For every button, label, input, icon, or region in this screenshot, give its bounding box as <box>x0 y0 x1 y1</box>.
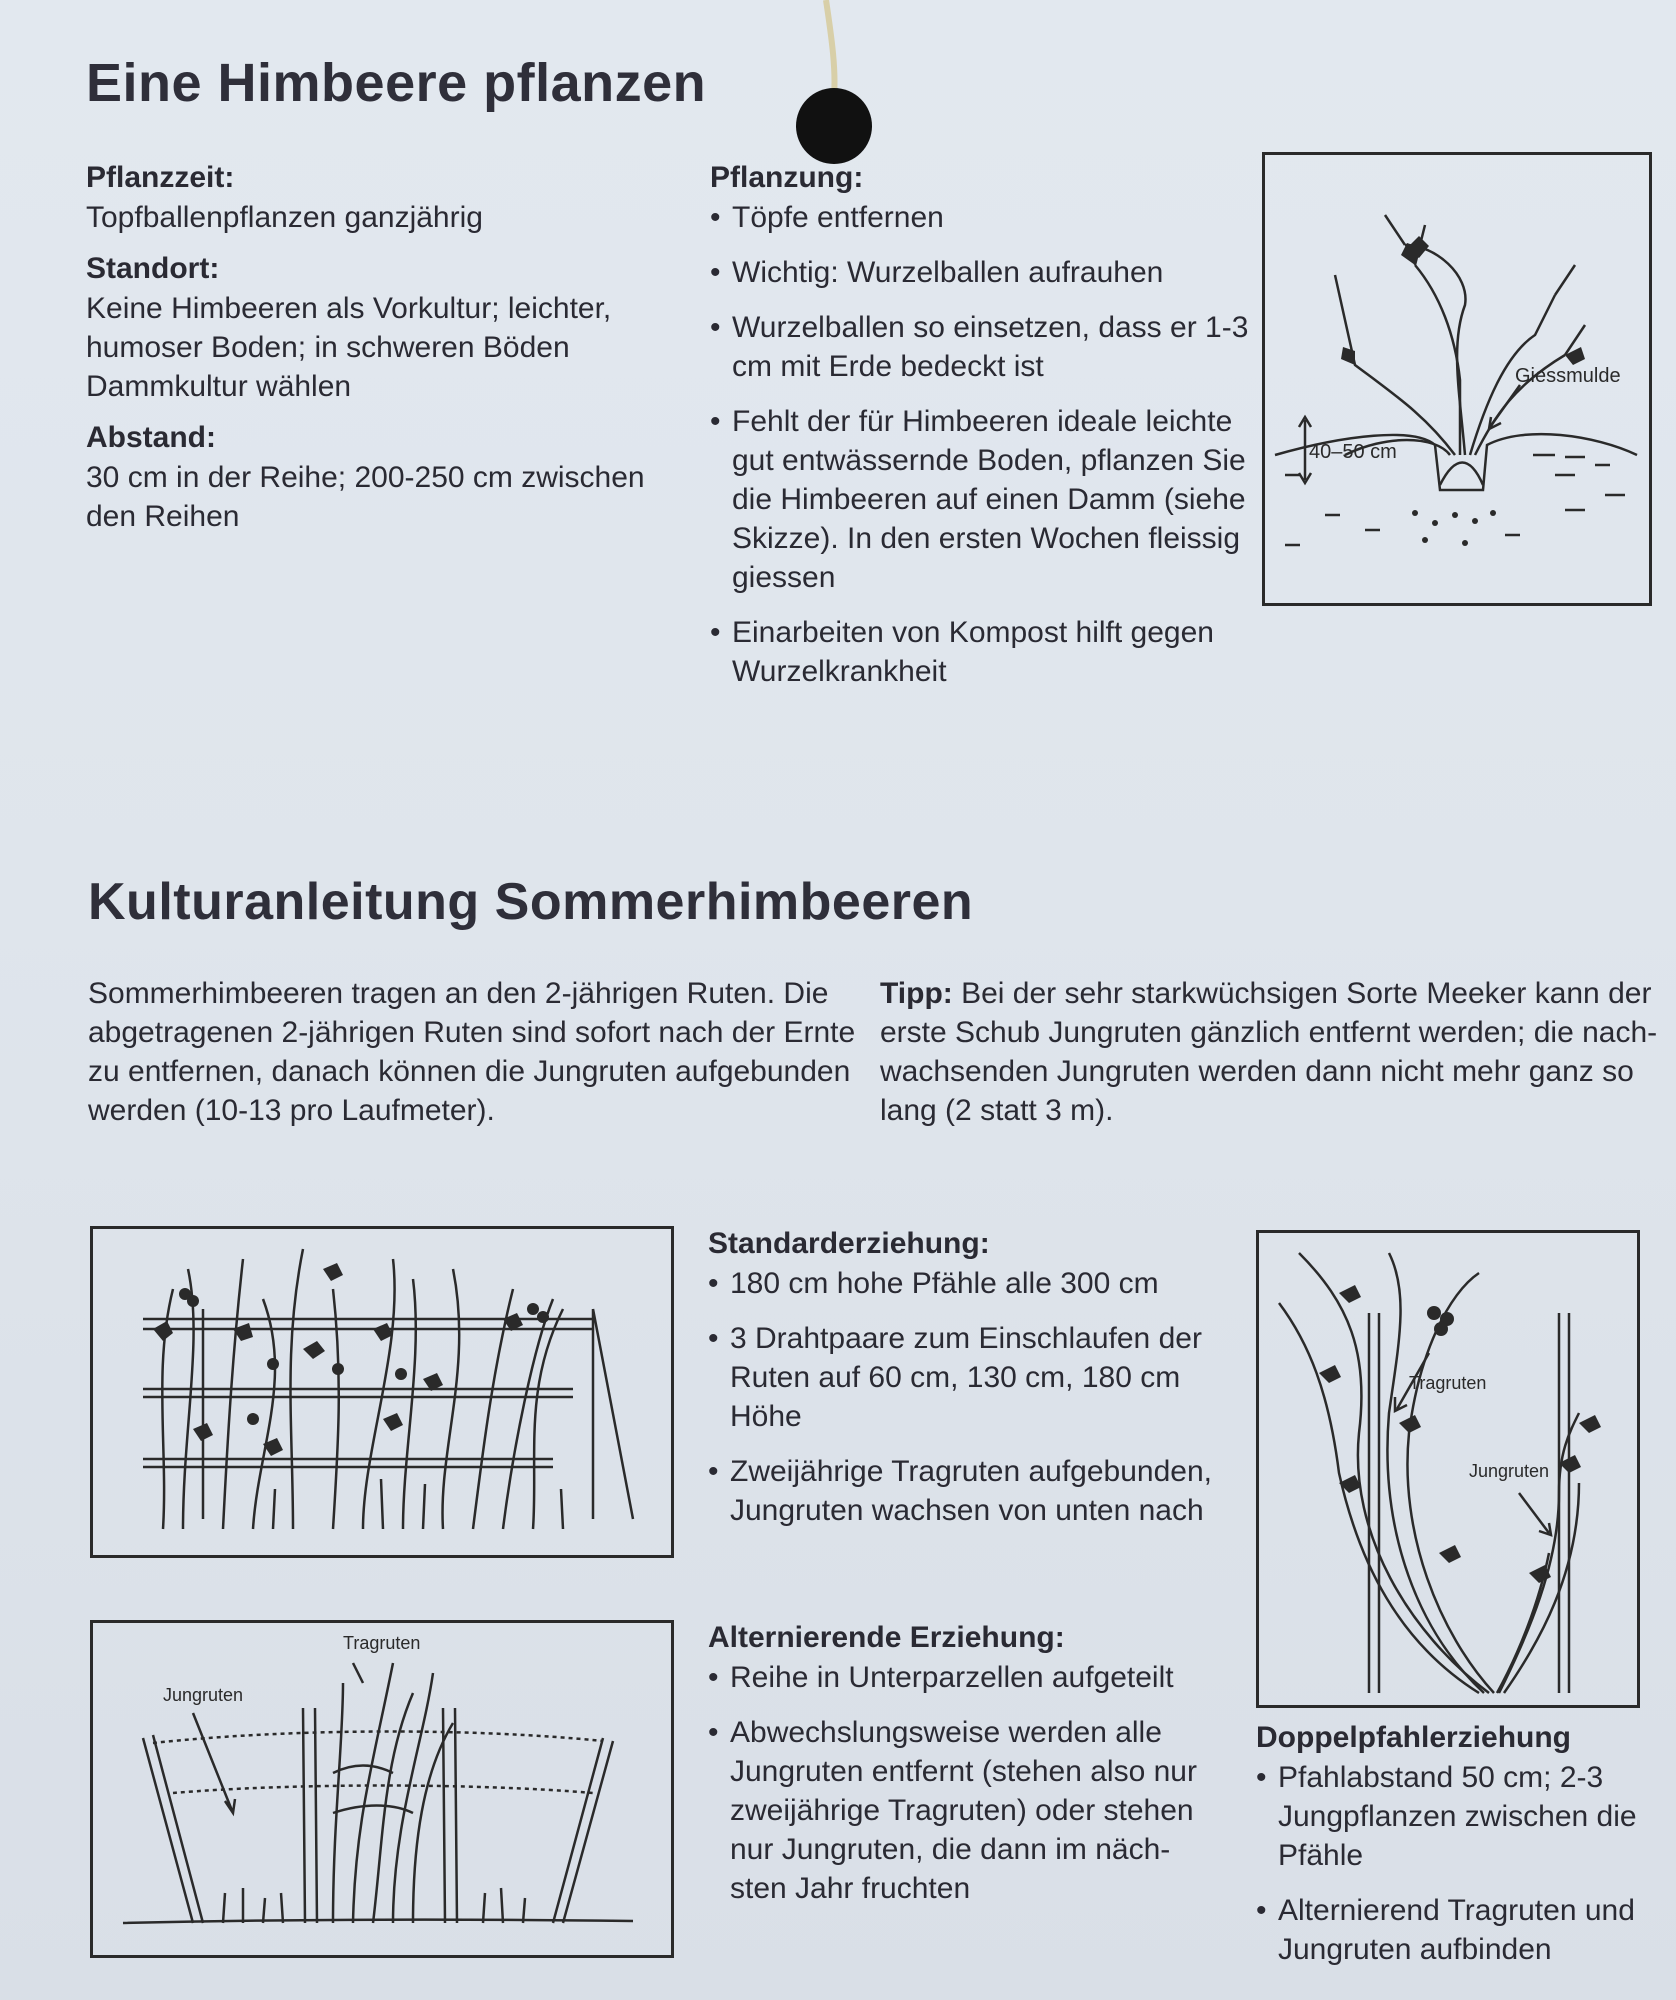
tipp-line: lang (2 statt 3 m). <box>880 1094 1114 1127</box>
doppel-list <box>1256 1758 1666 1969</box>
tipp-first-line: Bei der sehr starkwüchsigen Sorte Meeker kann der <box>952 977 1652 1010</box>
standort-line: Dammkultur wählen <box>86 370 352 403</box>
standard-label: Standarderziehung: <box>708 1227 990 1260</box>
jungruten-label: Jungruten <box>163 1685 244 1705</box>
depth-label: 40–50 cm <box>1309 441 1397 463</box>
abstand-label: Abstand: <box>86 421 216 454</box>
planting-sketch-figure <box>1262 152 1652 606</box>
abstand-line: den Reihen <box>86 500 240 533</box>
giessmulde-label: Giessmulde <box>1515 365 1621 387</box>
alternierend-list <box>708 1658 1268 1908</box>
hanging-hole <box>796 88 872 164</box>
tipp-line: wachsenden Jungruten werden dann nicht mehr ganz so <box>880 1055 1634 1088</box>
list-item: • Töpfe entfernen <box>710 198 1410 237</box>
pflanzzeit-label: Pflanzzeit: <box>86 161 235 194</box>
double-pole-figure <box>1256 1230 1640 1708</box>
list-item: • Abwechslungsweise werden alle Jungruten entfernt (stehen also nur zweijährige Tragruten) oder stehen nur Jungruten, die dann im näch- sten Jahr fruchten <box>708 1713 1268 1908</box>
double-pole-drawing <box>1259 1233 1637 1705</box>
intro-line: werden (10-13 pro Laufmeter). <box>88 1094 495 1127</box>
intro-line: abgetragenen 2-jährigen Ruten sind sofort nach der Ernte <box>88 1016 856 1049</box>
list-item: • Wurzelballen so einsetzen, dass er 1-3 cm mit Erde bedeckt ist <box>710 308 1410 386</box>
list-item: • Fehlt der für Himbeeren ideale leichte gut entwässernde Boden, pflanzen Sie die Himbeeren auf einen Damm (siehe Skizze). In den ersten Wochen fleissig giessen <box>710 402 1410 597</box>
jungruten-label: Jungruten <box>1469 1461 1550 1481</box>
alternierend-section <box>708 1618 1268 1924</box>
doppel-label: Doppelpfahlerziehung <box>1256 1721 1571 1754</box>
standort-line: Keine Himbeeren als Vorkultur; leichter, <box>86 292 612 325</box>
list-item: • Alternierend Tragruten und Jungruten aufbinden <box>1256 1891 1666 1969</box>
standard-list <box>708 1264 1268 1530</box>
tipp-line: erste Schub Jungruten gänzlich entfernt werden; die nach- <box>880 1016 1658 1049</box>
intro-line: Sommerhimbeeren tragen an den 2-jährigen Ruten. Die <box>88 977 829 1010</box>
standort-label: Standort: <box>86 252 220 285</box>
section-title: Kulturanleitung Sommerhimbeeren <box>88 873 974 931</box>
page-title: Eine Himbeere pflanzen <box>86 53 707 113</box>
list-item: • 3 Drahtpaare zum Einschlaufen der Ruten auf 60 cm, 130 cm, 180 cm Höhe <box>708 1319 1268 1436</box>
tipp-paragraph <box>880 974 1670 1130</box>
list-item: • Einarbeiten von Kompost hilft gegen Wurzelkrankheit <box>710 613 1410 691</box>
list-item: • Reihe in Unterparzellen aufgeteilt <box>708 1658 1268 1697</box>
pflanzung-label: Pflanzung: <box>710 161 864 194</box>
abstand-line: 30 cm in der Reihe; 200-250 cm zwischen <box>86 461 645 494</box>
list-item: • 180 cm hohe Pfähle alle 300 cm <box>708 1264 1268 1303</box>
tragruten-label: Tragruten <box>1409 1373 1487 1393</box>
standort-line: humoser Boden; in schweren Böden <box>86 331 570 364</box>
standard-trellis-figure <box>90 1226 674 1558</box>
alternating-trellis-figure <box>90 1620 674 1958</box>
intro-line: zu entfernen, danach können die Jungruten aufgebunden <box>88 1055 851 1088</box>
list-item: • Wichtig: Wurzelballen aufrauhen <box>710 253 1410 292</box>
doppel-section <box>1256 1718 1666 1985</box>
intro-paragraph <box>88 974 888 1130</box>
list-item: • Pfahlabstand 50 cm; 2-3 Jungpflanzen zwischen die Pfähle <box>1256 1758 1666 1875</box>
tipp-label: Tipp: <box>880 977 953 1010</box>
standard-section <box>708 1224 1268 1546</box>
list-item: • Zweijährige Tragruten aufgebunden, Jungruten wachsen von unten nach <box>708 1452 1268 1530</box>
left-info-column <box>86 158 646 548</box>
alternierend-label: Alternierende Erziehung: <box>708 1621 1065 1654</box>
abstand-section <box>86 418 646 536</box>
alternating-trellis-drawing <box>93 1623 671 1955</box>
tragruten-label: Tragruten <box>343 1633 421 1653</box>
standard-trellis-drawing <box>93 1229 671 1555</box>
standort-section <box>86 249 646 406</box>
pflanzzeit-section <box>86 158 646 237</box>
pflanzzeit-text: Topfballenpflanzen ganzjährig <box>86 201 483 234</box>
